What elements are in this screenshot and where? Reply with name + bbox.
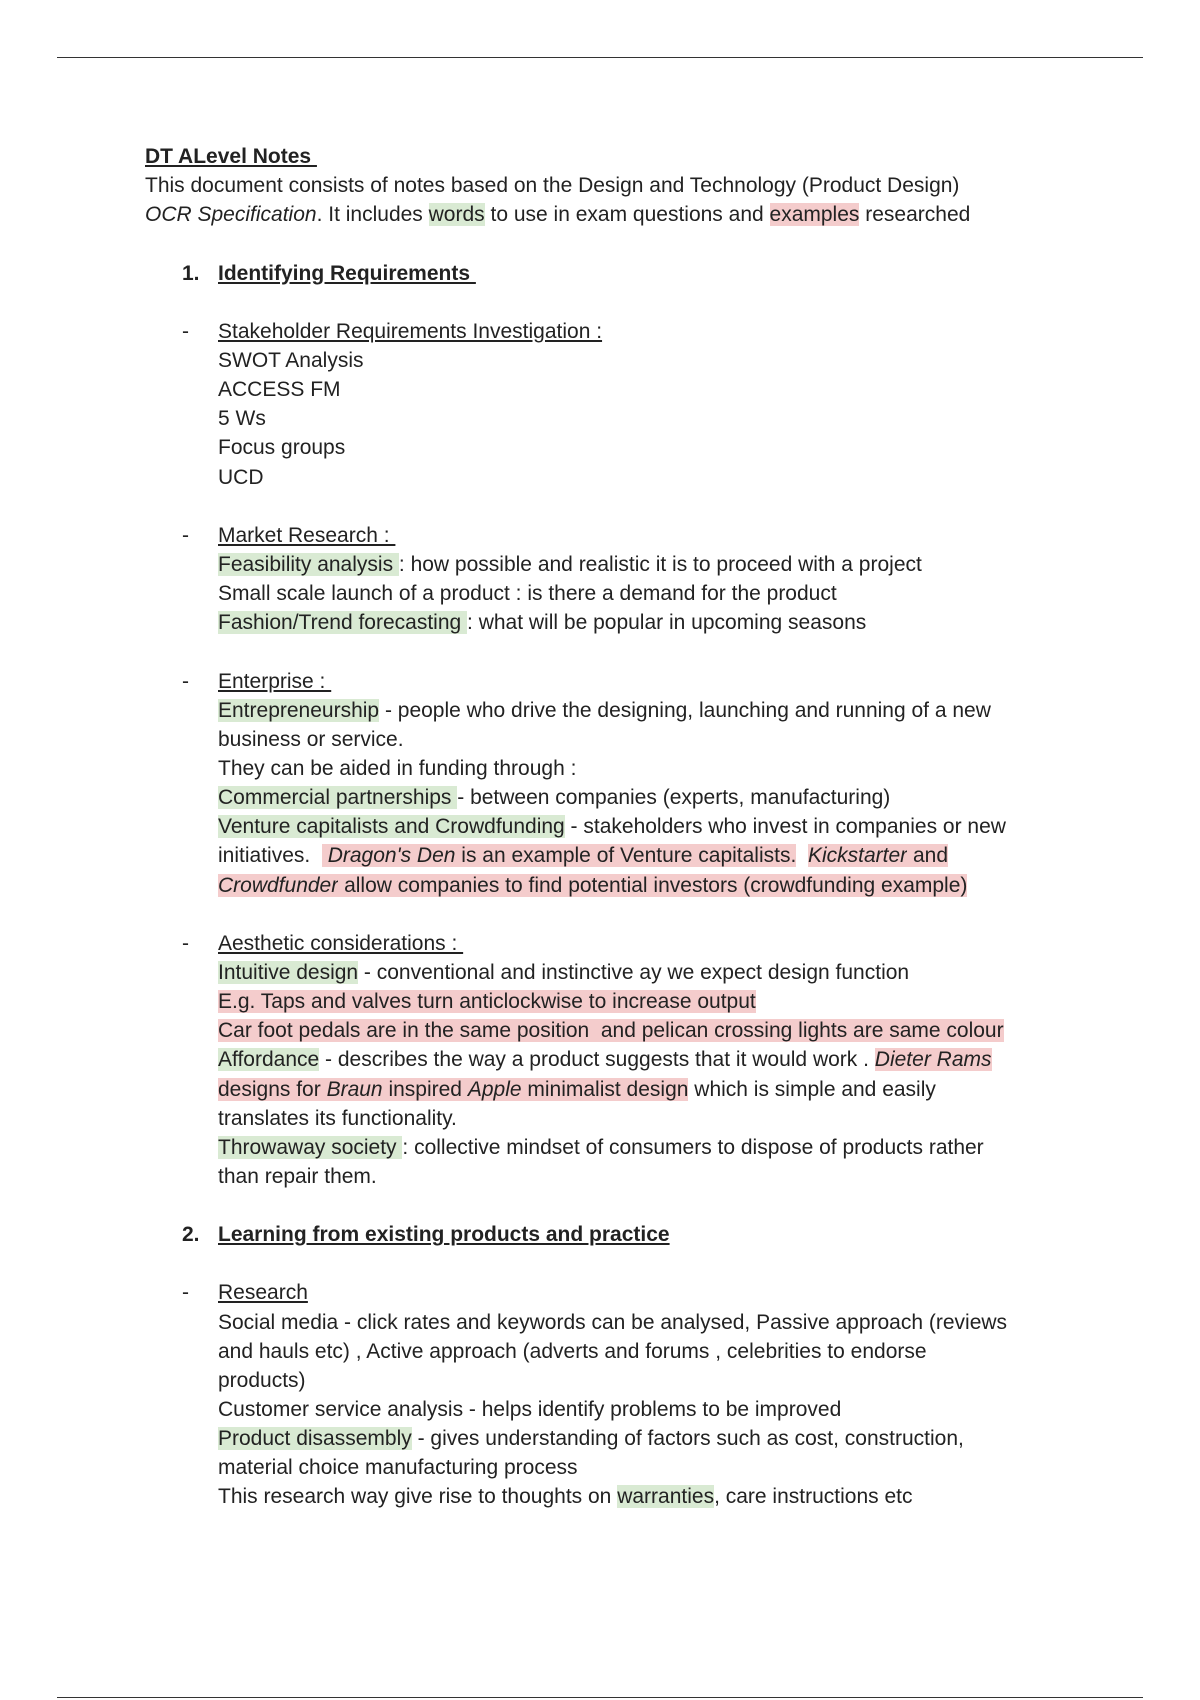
key-word-highlight: Affordance: [218, 1048, 320, 1072]
text-line: [0, 871, 1200, 900]
line-text: [218, 375, 341, 404]
text-line: [0, 754, 1200, 783]
line-text: [218, 812, 1006, 841]
text-run: SWOT Analysis: [218, 348, 364, 372]
bullet-heading: [0, 667, 1200, 696]
line-text: [218, 1075, 936, 1104]
line-text: [218, 346, 363, 375]
example-highlight: Apple: [467, 1077, 522, 1101]
document-title: [0, 142, 1200, 171]
line-text: [218, 1104, 457, 1133]
key-word-highlight: warranties: [617, 1485, 715, 1509]
example-highlight: and: [907, 844, 949, 868]
text-run: to use in exam questions and: [484, 203, 770, 227]
example-highlight: Dragon's Den: [321, 844, 456, 868]
text-run: - gives understanding of factors such as cost, construction,: [411, 1427, 964, 1451]
text-line: [0, 404, 1200, 433]
blank-line: [0, 900, 1200, 929]
text-run: Customer service analysis - helps identify problems to be improved: [218, 1398, 842, 1422]
line-text: [218, 783, 890, 812]
page-bottom-rule: [57, 1697, 1143, 1698]
line-text: [218, 841, 948, 870]
text-line: [0, 1453, 1200, 1482]
text-line: [0, 1308, 1200, 1337]
blank-line: [0, 492, 1200, 521]
blank-line: [0, 229, 1200, 258]
key-word-highlight: Commercial partnerships: [218, 786, 458, 810]
line-text: [218, 259, 476, 288]
list-number: 1.: [182, 261, 200, 285]
text-line: [0, 200, 1200, 229]
text-run: products): [218, 1368, 306, 1392]
bullet-marker: -: [182, 931, 189, 955]
bullet-marker: -: [182, 1281, 189, 1305]
text-run: UCD: [218, 465, 264, 489]
line-text: [145, 200, 970, 229]
line-text: [218, 1308, 1007, 1337]
line-text: [218, 1045, 992, 1074]
bullet-heading: [0, 317, 1200, 346]
example-highlight: Kickstarter: [807, 844, 908, 868]
bullet-marker: -: [182, 669, 189, 693]
text-line: [0, 696, 1200, 725]
text-run: This document consists of notes based on the Design and Technology (Product Design): [145, 174, 960, 198]
text-line: [0, 1395, 1200, 1424]
example-highlight: E.g. Taps and valves turn anticlockwise to increase output: [218, 990, 756, 1014]
line-text: [218, 754, 576, 783]
text-run: and hauls etc) , Active approach (adverts and forums , celebrities to endorse: [218, 1339, 927, 1363]
text-run: This research way give rise to thoughts on: [218, 1485, 618, 1509]
text-run: Market Research :: [218, 523, 396, 547]
example-highlight: designs for: [218, 1077, 327, 1101]
key-word-highlight: Feasibility analysis: [218, 552, 399, 576]
text-line: [0, 463, 1200, 492]
text-run: Aesthetic considerations :: [218, 931, 464, 955]
line-text: [218, 317, 602, 346]
text-line: [0, 1482, 1200, 1511]
line-text: [218, 871, 967, 900]
line-text: [218, 608, 866, 637]
bullet-heading: [0, 1278, 1200, 1307]
example-highlight: examples: [769, 203, 860, 227]
line-text: [145, 171, 959, 200]
text-line: [0, 1075, 1200, 1104]
text-line: [0, 725, 1200, 754]
key-word-highlight: Venture capitalists and Crowdfunding: [218, 815, 565, 839]
text-run: than repair them.: [218, 1164, 377, 1188]
text-line: [0, 783, 1200, 812]
line-text: [218, 463, 264, 492]
text-run: material choice manufacturing process: [218, 1456, 578, 1480]
key-word-highlight: Fashion/Trend forecasting: [218, 611, 468, 635]
blank-line: [0, 288, 1200, 317]
example-highlight: inspired: [382, 1077, 468, 1101]
line-text: [218, 1016, 1004, 1045]
text-line: [0, 375, 1200, 404]
line-text: [218, 1424, 964, 1453]
text-line: [0, 1424, 1200, 1453]
text-run: - describes the way a product suggests that it would work .: [319, 1048, 875, 1072]
example-highlight: minimalist design: [521, 1077, 689, 1101]
page-top-rule: [57, 57, 1143, 58]
text-run: translates its functionality.: [218, 1106, 457, 1130]
text-run: Stakeholder Requirements Investigation :: [218, 319, 603, 343]
blank-line: [0, 637, 1200, 666]
line-text: [218, 958, 909, 987]
text-line: [0, 1133, 1200, 1162]
line-text: [218, 725, 404, 754]
document-body: [0, 142, 1200, 1512]
text-run: . It includes: [316, 203, 429, 227]
text-run: DT ALevel Notes: [145, 145, 317, 168]
text-line: [0, 433, 1200, 462]
text-run: - between companies (experts, manufacturing): [457, 786, 891, 810]
text-line: [0, 812, 1200, 841]
bullet-marker: -: [182, 319, 189, 343]
example-highlight: Braun: [326, 1077, 383, 1101]
text-line: [0, 550, 1200, 579]
blank-line: [0, 1191, 1200, 1220]
text-run: 5 Ws: [218, 407, 266, 431]
text-line: [0, 1016, 1200, 1045]
text-run: : collective mindset of consumers to dispose of products rather: [402, 1135, 984, 1159]
line-text: [145, 142, 317, 171]
line-text: [218, 1366, 306, 1395]
section-heading: [0, 259, 1200, 288]
text-run: - stakeholders who invest in companies or new: [564, 815, 1006, 839]
text-run: , care instructions etc: [714, 1485, 913, 1509]
example-highlight: is an example of Venture capitalists.: [455, 844, 797, 868]
text-run: Social media - click rates and keywords can be analysed, Passive approach (reviews: [218, 1310, 1008, 1334]
text-line: [0, 841, 1200, 870]
text-line: [0, 608, 1200, 637]
blank-line: [0, 1249, 1200, 1278]
key-word-highlight: Entrepreneurship: [218, 698, 380, 722]
text-line: [0, 171, 1200, 200]
text-run: - conventional and instinctive ay we expect design function: [358, 960, 910, 984]
text-run: Focus groups: [218, 436, 346, 460]
line-text: [218, 550, 922, 579]
line-text: [218, 1133, 984, 1162]
text-run: Learning from existing products and practice: [218, 1223, 670, 1247]
text-line: [0, 958, 1200, 987]
line-text: [218, 929, 463, 958]
section-heading: [0, 1220, 1200, 1249]
text-run: - people who drive the designing, launching and running of a new: [379, 698, 991, 722]
bullet-marker: -: [182, 523, 189, 547]
text-run: which is simple and easily: [688, 1077, 936, 1101]
line-text: [218, 433, 345, 462]
key-word-highlight: Intuitive design: [218, 960, 359, 984]
key-word-highlight: words: [428, 203, 485, 227]
example-highlight: Dieter Rams: [874, 1048, 992, 1072]
text-run: : what will be popular in upcoming seasons: [467, 611, 867, 635]
line-text: [218, 1162, 377, 1191]
line-text: [218, 404, 266, 433]
example-highlight: Crowdfunder: [218, 873, 339, 897]
line-text: [218, 667, 331, 696]
text-run: [796, 844, 808, 867]
text-line: [0, 1104, 1200, 1133]
line-text: [218, 1337, 927, 1366]
text-run: initiatives.: [218, 844, 322, 868]
text-line: [0, 1337, 1200, 1366]
line-text: [218, 521, 395, 550]
bullet-heading: [0, 929, 1200, 958]
text-line: [0, 1366, 1200, 1395]
text-run: Research: [218, 1281, 308, 1305]
example-highlight: Car foot pedals are in the same position and pelican crossing lights are same colour: [218, 1019, 1004, 1043]
text-run: business or service.: [218, 727, 404, 751]
text-line: [0, 987, 1200, 1016]
line-text: [218, 1453, 578, 1482]
text-run: Small scale launch of a product : is there a demand for the product: [218, 582, 837, 606]
example-highlight: allow companies to find potential investors (crowdfunding example): [338, 873, 968, 897]
line-text: [218, 987, 756, 1016]
text-run: : how possible and realistic it is to proceed with a project: [398, 552, 922, 576]
text-run: ACCESS FM: [218, 378, 341, 402]
list-number: 2.: [182, 1223, 200, 1247]
text-run: Identifying Requirements: [218, 261, 476, 285]
text-line: [0, 346, 1200, 375]
line-text: [218, 1482, 913, 1511]
text-line: [0, 1045, 1200, 1074]
bullet-heading: [0, 521, 1200, 550]
line-text: [218, 1278, 308, 1307]
text-run: OCR Specification: [145, 203, 317, 227]
key-word-highlight: Throwaway society: [218, 1135, 403, 1159]
text-run: researched: [859, 203, 971, 227]
line-text: [218, 1395, 841, 1424]
text-line: [0, 1162, 1200, 1191]
line-text: [218, 696, 991, 725]
line-text: [218, 579, 837, 608]
line-text: [218, 1220, 670, 1249]
text-line: [0, 579, 1200, 608]
text-run: They can be aided in funding through :: [218, 756, 577, 780]
text-run: Enterprise :: [218, 669, 332, 693]
key-word-highlight: Product disassembly: [218, 1427, 412, 1451]
